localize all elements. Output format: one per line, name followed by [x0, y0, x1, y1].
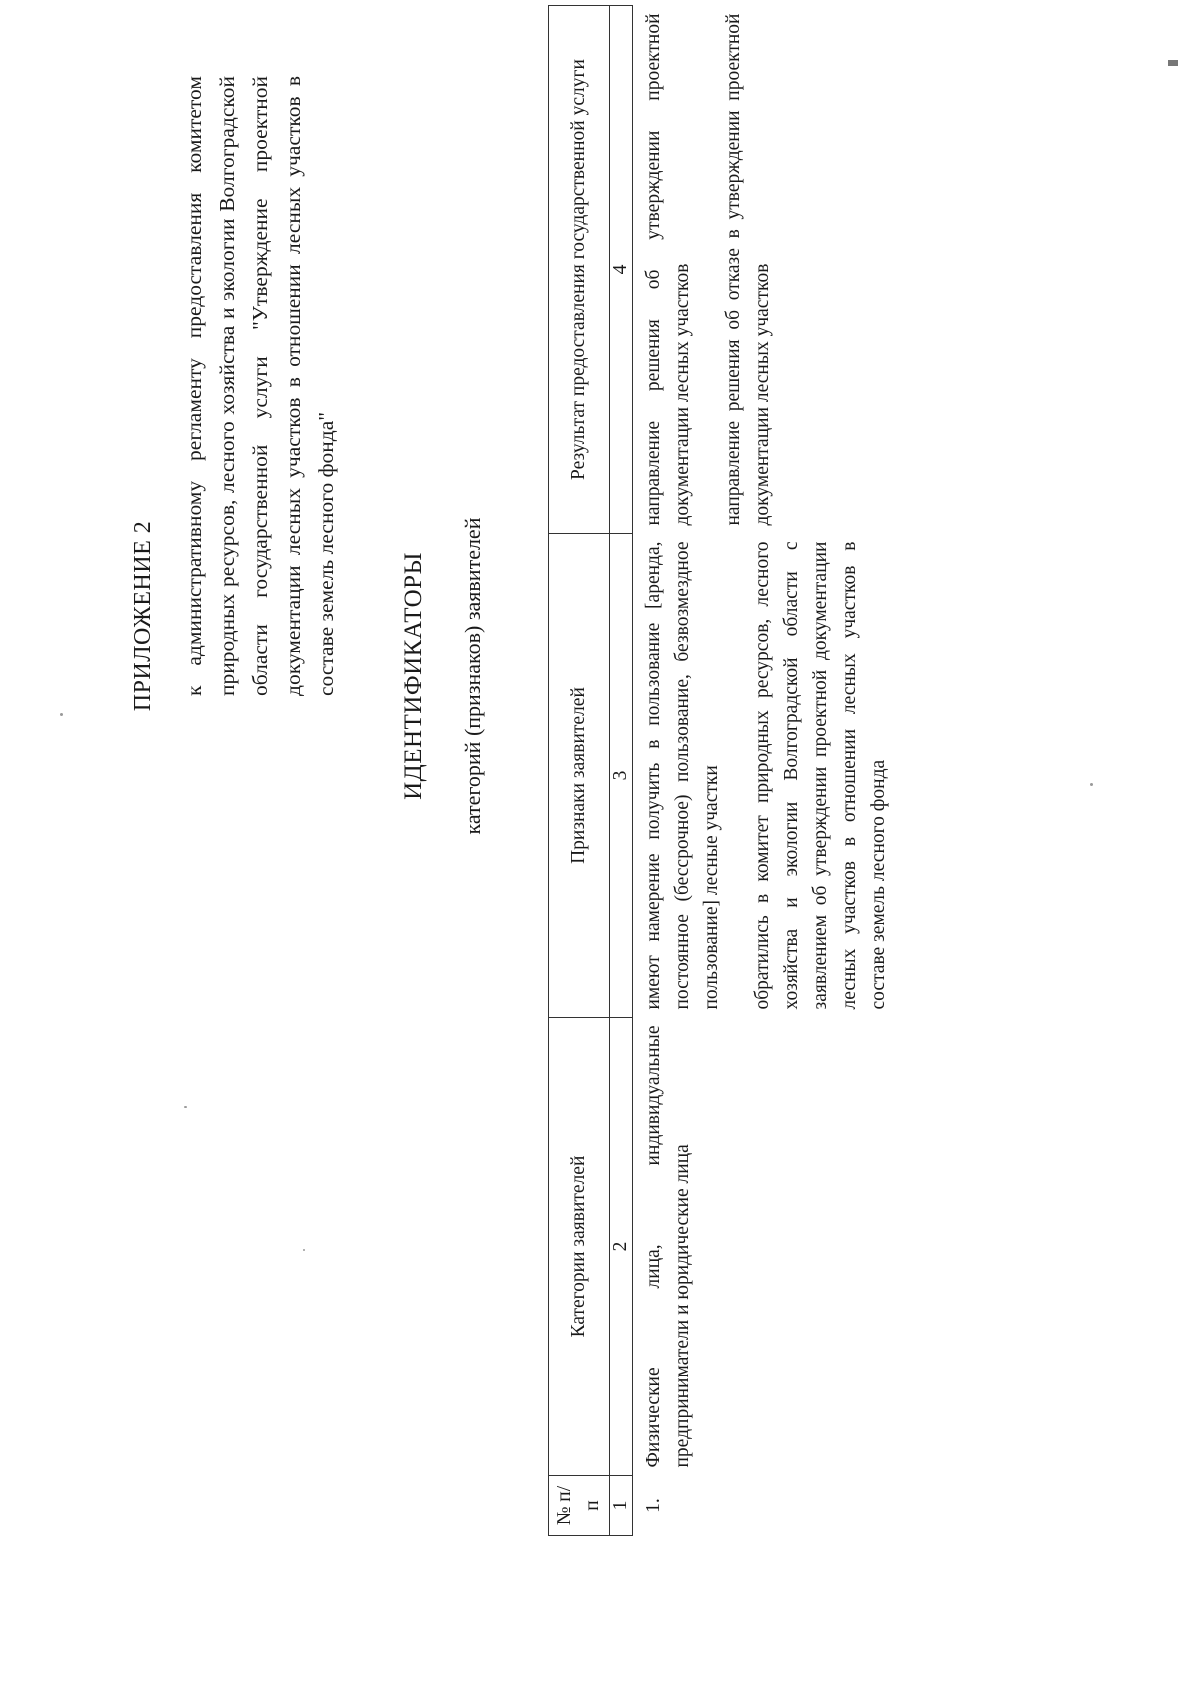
appendix-title: ПРИЛОЖЕНИЕ 2 [130, 520, 156, 712]
sign-item: обратились в комитет природных ресурсов, лесного хозяйства и экологии Волгоградской области с заявлением об утверждении проектной документации лесных участков в отношении лесных участков в составе земель лесного фонда [752, 541, 889, 1010]
identifiers-table [548, 5, 893, 1536]
table-header-row [549, 6, 610, 1536]
appendix-reference-text: к административному регламенту предоставления комитетом природных ресурсов, лесного хозяйства и экологии Волгоградской области государственной услуги "Утверждение проектной документации лесных участков в отношении лесных участков в составе земель лесного фонда" [182, 76, 338, 696]
scan-speck [60, 713, 63, 716]
scan-speck [184, 1106, 187, 1108]
sign-item: имеют намерение получить в пользование [аренда, постоянное (бессрочное) пользование, безвозмездное пользование] лесные участки [643, 541, 722, 1010]
column-numbers-row [610, 6, 633, 1536]
result-item: направление решения об утверждении проектной документации лесных участков [643, 13, 693, 526]
table-row [633, 6, 894, 1536]
header-signs: Признаки заявителей [549, 534, 610, 1018]
column-number: 4 [610, 6, 633, 534]
scan-speck [1090, 783, 1093, 786]
scan-artifact [1168, 60, 1178, 66]
header-result: Результат предоставления государственной услуги [549, 6, 610, 534]
column-number: 2 [610, 1018, 633, 1476]
column-number: 3 [610, 534, 633, 1018]
header-categories: Категории заявителей [549, 1018, 610, 1476]
row-category: Физические лица, индивидуальные предприниматели и юридические лица [633, 1018, 894, 1476]
document-title: ИДЕНТИФИКАТОРЫ [400, 552, 427, 800]
document-subtitle: категорий (признаков) заявителей [460, 517, 485, 835]
column-number: 1 [610, 1476, 633, 1536]
scan-speck [303, 1249, 305, 1251]
row-results [633, 6, 894, 534]
result-item: направление решения об отказе в утверждении проектной документации лесных участков [723, 13, 773, 526]
row-number: 1. [633, 1476, 894, 1536]
row-signs [633, 534, 894, 1018]
header-number: № п/п [549, 1476, 610, 1536]
paragraph-gap [697, 14, 719, 526]
paragraph-gap [726, 542, 748, 1010]
